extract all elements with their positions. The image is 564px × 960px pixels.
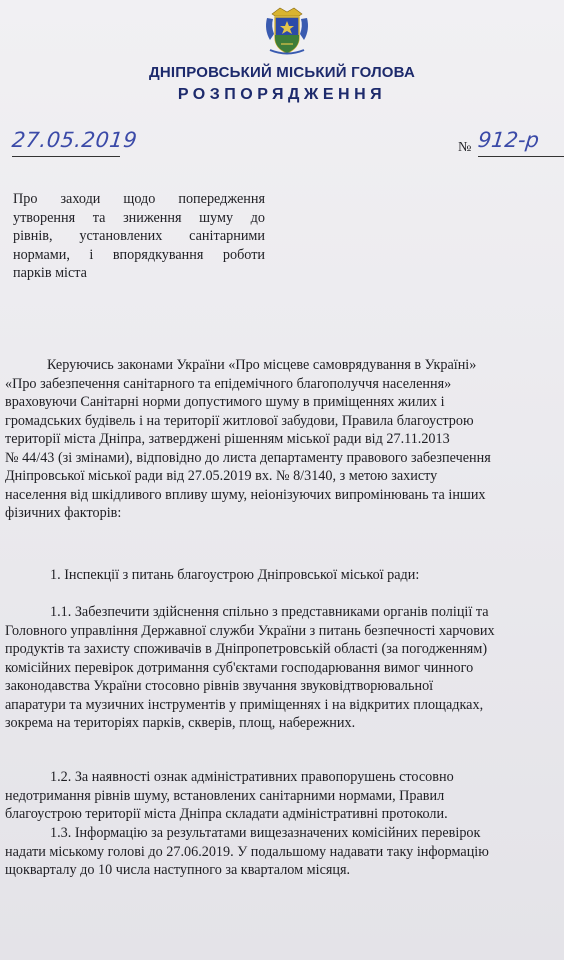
- preamble-line: враховуючи Санітарні норми допустимого шуму в приміщеннях жилих і: [5, 394, 445, 410]
- item-1-2-paragraph: [5, 768, 564, 824]
- item-1-3-paragraph: [5, 824, 564, 880]
- item-1-1-line: зокрема на територіях парків, скверів, площ, набережних.: [5, 715, 356, 731]
- subject-line: утворення та зниження шуму до: [13, 209, 265, 226]
- item-1-1-paragraph: [5, 603, 564, 733]
- handwritten-number: 912-р: [476, 128, 541, 152]
- subject-block: [13, 190, 265, 283]
- item-1-1-line: законодавства України стосовно рівнів звучання звуковідтворювальної: [5, 678, 434, 694]
- item-1-1-line: комісійних перевірок дотримання суб'єктами господарювання вимог чинного: [5, 659, 474, 676]
- item-1-2-line: благоустрою території міста Дніпра складати адміністративні протоколи.: [5, 806, 448, 822]
- item-1-1-line: Головного управління Державної служби України з питань безпечності харчових: [5, 622, 495, 639]
- preamble-line: Дніпровської міської ради від 27.05.2019 вх. № 8/3140, з метою захисту: [5, 468, 438, 484]
- item-1-3-line: надати міському голові до 27.06.2019. У подальшому надавати таку інформацію: [5, 843, 489, 860]
- item-1-1-line: продуктів та захисту споживачів в Дніпропетровській області (за погодженням): [5, 641, 488, 657]
- preamble-line: населення від шкідливого впливу шуму, неіонізуючих випромінювань та інших: [5, 486, 486, 503]
- preamble-paragraph: [5, 356, 564, 523]
- preamble-line: «Про забезпечення санітарного та епідемічного благополуччя населення»: [5, 375, 452, 392]
- city-coat-of-arms-icon: [262, 4, 312, 56]
- item-1-2-line: 1.2. За наявності ознак адміністративних правопорушень стосовно: [50, 769, 454, 785]
- item-1-3-line: 1.3. Інформацію за результатами вищезазначених комісійних перевірок: [50, 825, 481, 841]
- issuer-title: ДНІПРОВСЬКИЙ МІСЬКИЙ ГОЛОВА: [149, 64, 415, 81]
- item-1-1-line: 1.1. Забезпечити здійснення спільно з представниками органів поліції та: [50, 604, 489, 620]
- item-1-3-line: щокварталу до 10 числа наступного за кварталом місяця.: [5, 862, 351, 878]
- subject-line: рівнів, установлених санітарними: [13, 228, 265, 244]
- preamble-line: № 44/43 (зі змінами), відповідно до листа департаменту правового забезпечення: [5, 449, 491, 466]
- document-type-title: РОЗПОРЯДЖЕННЯ: [177, 86, 387, 103]
- item-1-heading: 1. Інспекції з питань благоустрою Дніпровської міської ради:: [50, 567, 420, 583]
- number-label: №: [458, 140, 472, 155]
- handwritten-date: 27.05.2019: [10, 128, 139, 152]
- subject-line: Про заходи щодо попередження: [13, 191, 265, 207]
- item-1-2-line: недотримання рівнів шуму, встановлених санітарними нормами, Правил: [5, 787, 445, 804]
- preamble-line: території міста Дніпра, затверджені рішенням міської ради від 27.11.2013: [5, 431, 450, 447]
- preamble-line: Керуючись законами України «Про місцеве самоврядування в Україні»: [47, 357, 477, 373]
- preamble-line: фізичних факторів:: [5, 505, 122, 521]
- subject-line: нормами, і впорядкування роботи: [13, 246, 265, 263]
- subject-line: парків міста: [13, 265, 87, 281]
- item-1-1-line: апаратури та музичних інструментів у приміщеннях і на відкритих площадках,: [5, 696, 484, 713]
- preamble-line: громадських будівель і на території житлової забудови, Правила благоустрою: [5, 412, 474, 429]
